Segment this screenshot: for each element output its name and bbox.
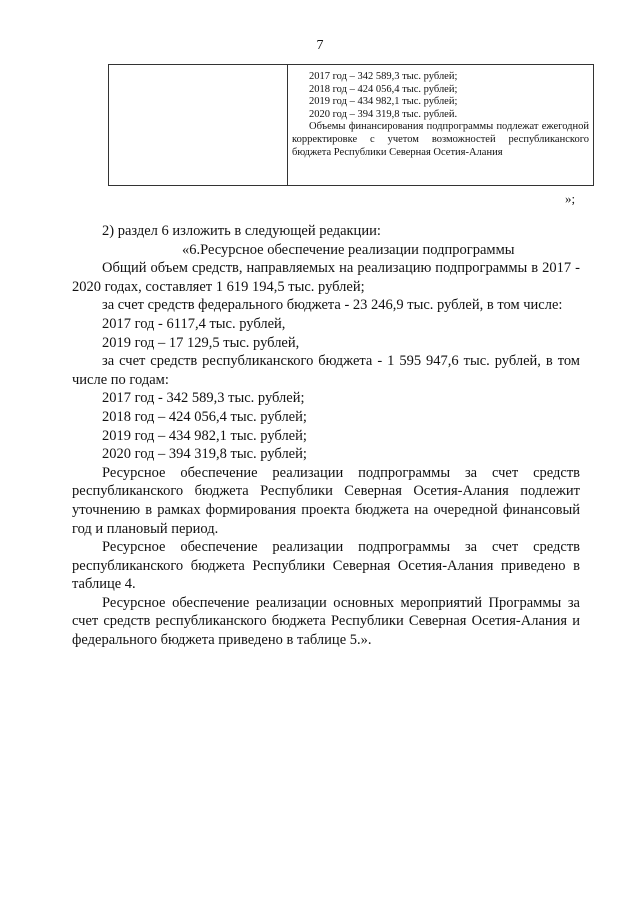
- republic-funding-paragraph: за счет средств республиканского бюджета - 1 595 947,6 тыс. рублей, в том числе по годам:: [72, 353, 580, 388]
- table-year-line: 2019 год – 434 982,1 тыс. рублей;: [309, 96, 458, 108]
- table4-reference-paragraph: Ресурсное обеспечение реализации подпрограммы за счет средств республиканского бюджета Республики Северная Осетия-Алания приведено в таблице 4.: [72, 539, 580, 593]
- section-heading: «6.Ресурсное обеспечение реализации подпрограммы: [182, 241, 515, 258]
- federal-year-line: 2017 год - 6117,4 тыс. рублей,: [102, 315, 286, 332]
- republic-year-line: 2020 год – 394 319,8 тыс. рублей;: [102, 446, 307, 463]
- clarification-paragraph: Ресурсное обеспечение реализации подпрограммы за счет средств республиканского бюджета Республики Северная Осетия-Алания подлежит уточнению в рамках формирования проекта бюджета на очередной финансовый год и плановый период.: [72, 464, 580, 537]
- republic-year-line: 2019 год – 434 982,1 тыс. рублей;: [102, 427, 307, 444]
- table-right-cell: [292, 71, 589, 159]
- table-year-line: 2018 год – 424 056,4 тыс. рублей;: [309, 83, 458, 95]
- table-column-divider: [287, 65, 288, 185]
- closing-quote: »;: [565, 191, 576, 206]
- republic-year-line: 2018 год – 424 056,4 тыс. рублей;: [102, 408, 307, 425]
- federal-funding-paragraph: за счет средств федерального бюджета - 23 246,9 тыс. рублей, в том числе:: [102, 297, 563, 314]
- table5-reference-paragraph: Ресурсное обеспечение реализации основных мероприятий Программы за счет средств республиканского бюджета Республики Северная Осетия-Алания и федерального бюджета приведено в таблице 5.».: [72, 594, 580, 649]
- page-number: 7: [316, 38, 324, 53]
- instruction-paragraph: 2) раздел 6 изложить в следующей редакции:: [102, 223, 381, 239]
- document-body: [72, 222, 580, 650]
- federal-year-line: 2019 год – 17 129,5 тыс. рублей,: [102, 334, 300, 351]
- republic-year-line: 2017 год - 342 589,3 тыс. рублей;: [102, 390, 305, 407]
- funding-table: [108, 64, 594, 186]
- table-note: Объемы финансирования подпрограммы подлежат ежегодной корректировке с учетом возможностей республиканского бюджета Республики Северная Осетия-Алания: [292, 121, 589, 158]
- table-year-line: 2020 год – 394 319,8 тыс. рублей.: [309, 108, 458, 120]
- total-funding-paragraph: Общий объем средств, направляемых на реализацию подпрограммы в 2017 - 2020 годах, составляет 1 619 194,5 тыс. рублей;: [72, 260, 580, 295]
- table-year-line: 2017 год – 342 589,3 тыс. рублей;: [309, 71, 458, 82]
